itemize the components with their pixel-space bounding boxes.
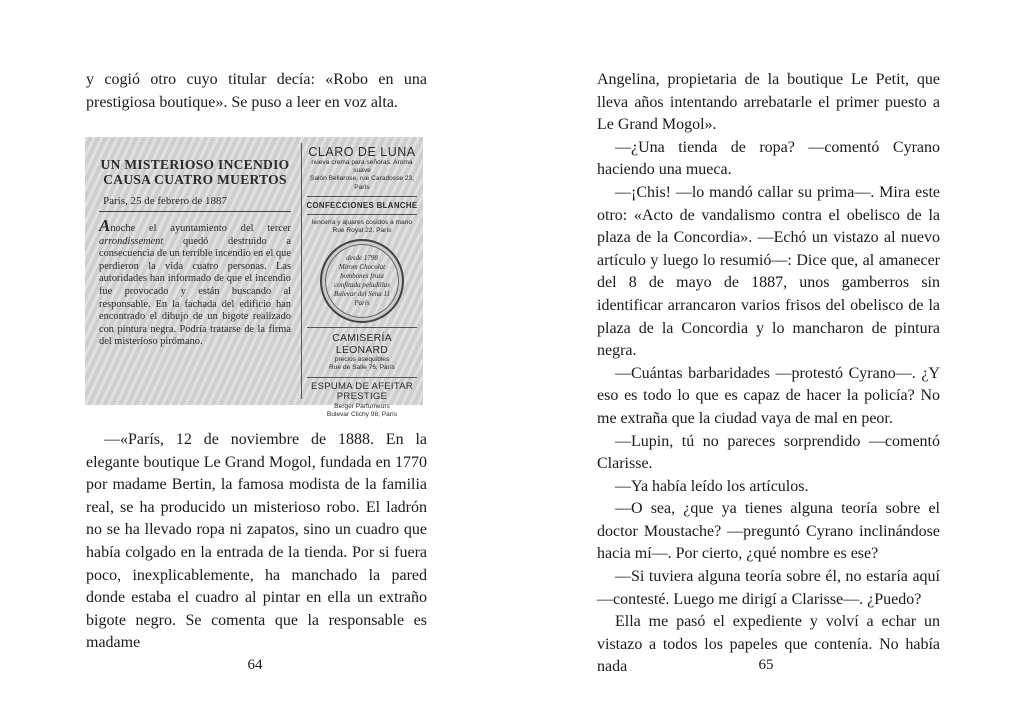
- headline-line: CAUSA CUATRO MUERTOS: [103, 172, 287, 187]
- clipping-ads: [305, 143, 419, 418]
- ad-text: precios asequibles: [334, 356, 390, 364]
- ad-text: Salón Bellarose, rue Caradosse 23, París: [309, 175, 415, 191]
- paragraph: Angelina, propietaria de la boutique Le Petit, que lleva años intentando arrebatarle el primer puesto a Le Grand Mogol».: [597, 71, 940, 134]
- ad-title: PRESTIGE: [336, 391, 388, 403]
- clipping-dateline: París, 25 de febrero de 1887: [103, 195, 228, 207]
- page-number: 65: [758, 657, 774, 673]
- paragraph: —Ya había leído los artículos.: [615, 477, 809, 495]
- divider: [307, 196, 417, 197]
- column-divider: [301, 143, 302, 399]
- headline-line: UN MISTERIOSO INCENDIO: [100, 157, 290, 172]
- seal-text: confitada peladillas: [334, 281, 390, 290]
- ad-title: CLARO DE LUNA: [308, 145, 416, 159]
- paragraph: —O sea, ¿que ya tienes alguna teoría sobre el doctor Moustache? —preguntó Cyrano inclinándose hacia mí—. Por cierto, ¿qué nombre es ese?: [597, 500, 940, 563]
- left-text-top: [86, 69, 427, 114]
- newspaper-clipping: [85, 137, 423, 418]
- paragraph: —Lupin, tú no pareces sorprendido —comentó Clarisse.: [597, 432, 940, 473]
- ad-text: Rue de Salle 76, París: [329, 364, 395, 372]
- paragraph: —¡Chis! —lo mandó callar su prima—. Mira este otro: «Acto de vandalismo contra el obelisco de la plaza de la Concordia». —Echó un vistazo al nuevo artículo y luego lo resumió—: Dice que, al amanecer del 8 de mayo de 1887, unos gamberros sin identificar arrancaron varios frisos del obelisco de la plaza de la Concordia y lo mancharon de pintura negra.: [597, 183, 940, 360]
- seal-text: París: [354, 299, 370, 308]
- ad-text: Bulevar Clichy 98, París: [326, 410, 398, 418]
- seal-text: Bulevar del Sena 11: [333, 290, 391, 299]
- clipping-body: [99, 216, 291, 349]
- paragraph: Ella me pasó el expediente y volví a echar un vistazo a todos los papeles que contenía. No había nada: [597, 613, 940, 676]
- chocolate-seal: [320, 239, 404, 323]
- divider: [307, 327, 417, 328]
- paragraph: —«París, 12 de noviembre de 1888. En la elegante boutique Le Grand Mogol, fundada en 1770 por madame Bertin, la famosa modista de la familia real, se ha producido un misterioso robo. El ladrón no se ha llevado ropa ni zapatos, sino un cuadro que había colgado en la entrada de la tienda. Por si fuera poco, inexplicablemente, ha manchado la pared donde estaba el cuadro al pintar en ella un extraño bigote negro. Se comenta que la responsable es madame: [86, 431, 427, 652]
- ad-text: Berger Parfumeurs: [334, 402, 390, 410]
- divider: [307, 377, 417, 378]
- page-number: 64: [247, 657, 263, 673]
- right-text: [597, 69, 940, 679]
- clipping-headline: [95, 157, 295, 187]
- ad-text: lencería y ajuares cosidos a mano: [311, 218, 413, 226]
- divider: [307, 214, 417, 215]
- right-page: [512, 0, 1024, 717]
- ad-text: Rue Royal 22, París: [332, 227, 392, 235]
- ad-title: CONFECCIONES BLANCHE: [306, 200, 418, 210]
- clipping-article: [95, 145, 295, 400]
- paragraph: y cogió otro cuyo titular decía: «Robo en una prestigiosa boutique». Se puso a leer en voz alta.: [86, 71, 427, 111]
- article-text: quedó destruido a consecuencia de un terrible incendio en el que perdieron la vida cuatro personas. Las autoridades han informado de que el incendio fue provocado y están buscando al responsable. En la fachada del edificio han encontrado el dibujo de un bigote realizado con pintura negra. Podría tratarse de la firma del misterioso pirómano.: [99, 235, 291, 348]
- seal-text: Mirom Chocolat: [338, 263, 386, 272]
- article-text: noche el ayuntamiento del tercer: [110, 223, 291, 234]
- left-text-bottom: [86, 429, 427, 655]
- paragraph: —¿Una tienda de ropa? —comentó Cyrano haciendo una mueca.: [597, 138, 940, 179]
- article-italic: arrondissement: [99, 235, 164, 247]
- seal-text: bombones fruta: [340, 272, 384, 281]
- paragraph: —Cuántas barbaridades —protestó Cyrano—. ¿Y eso es todo lo que es capaz de hacer la policía? No me extraña que la ciudad vaya de mal en peor.: [597, 364, 940, 427]
- ad-text: nueva crema para señoras. Aroma suave: [311, 159, 413, 175]
- dropcap: A: [99, 216, 111, 235]
- seal-text: desde 1798: [346, 254, 378, 263]
- ad-title: ESPUMA DE AFEITAR: [310, 380, 414, 392]
- paragraph: —Si tuviera alguna teoría sobre él, no estaría aquí —contesté. Luego me dirigí a Clarisse—. ¿Puedo?: [597, 568, 940, 608]
- divider: [99, 211, 291, 212]
- ad-title: CAMISERÍA LEONARD: [332, 332, 392, 357]
